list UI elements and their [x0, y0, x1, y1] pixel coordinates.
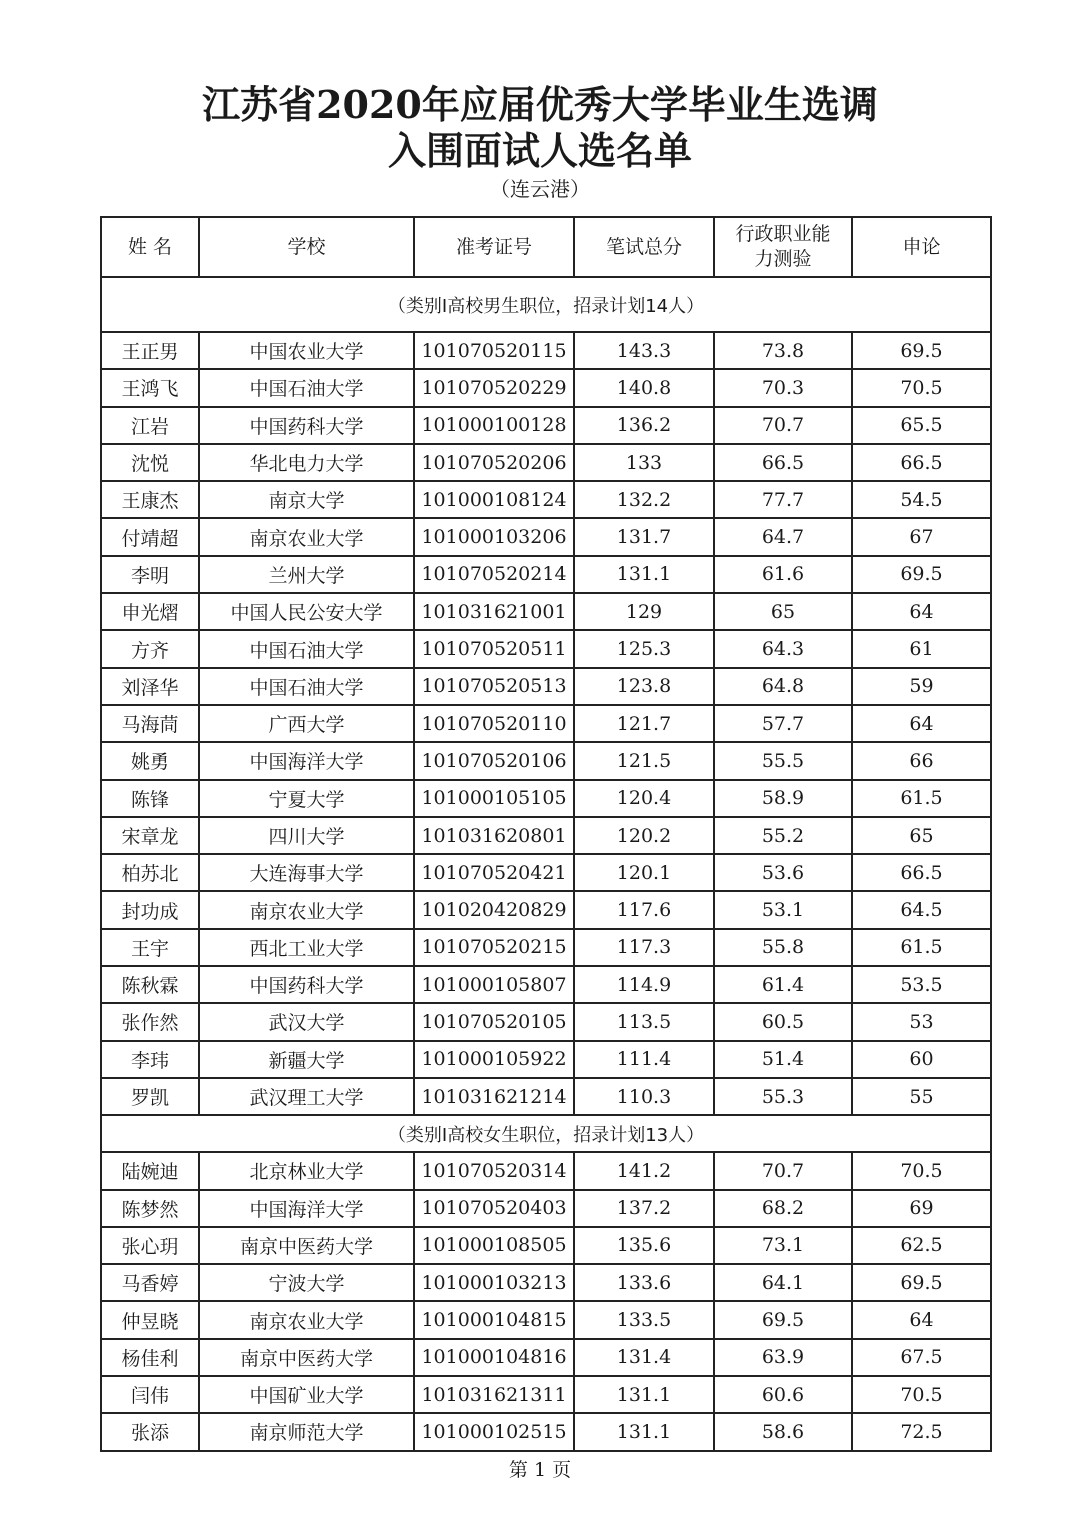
- table-row: [101, 1227, 991, 1264]
- cell-written-total: 113.5: [574, 1003, 714, 1040]
- cell-name: 申光熠: [101, 593, 199, 630]
- cell-school: 北京林业大学: [199, 1152, 414, 1189]
- table-row: [101, 556, 991, 593]
- cell-written-total: 133.6: [574, 1264, 714, 1301]
- cell-school: 华北电力大学: [199, 444, 414, 481]
- table-row: [101, 705, 991, 742]
- cell-written-total: 121.7: [574, 705, 714, 742]
- table-row: [101, 929, 991, 966]
- cell-aptitude-score: 69.5: [714, 1301, 852, 1338]
- cell-name: 柏苏北: [101, 854, 199, 891]
- cell-name: 罗凯: [101, 1078, 199, 1115]
- cell-aptitude-score: 64.1: [714, 1264, 852, 1301]
- cell-written-total: 141.2: [574, 1152, 714, 1189]
- cell-name: 杨佳利: [101, 1339, 199, 1376]
- cell-essay-score: 61.5: [852, 780, 991, 817]
- cell-aptitude-score: 55.8: [714, 929, 852, 966]
- cell-aptitude-score: 64.3: [714, 630, 852, 667]
- cell-aptitude-score: 68.2: [714, 1190, 852, 1227]
- cell-exam-number: 101070520421: [414, 854, 574, 891]
- cell-name: 封功成: [101, 891, 199, 928]
- cell-name: 仲昱晓: [101, 1301, 199, 1338]
- cell-name: 张添: [101, 1413, 199, 1450]
- cell-name: 张作然: [101, 1003, 199, 1040]
- cell-name: 马海茼: [101, 705, 199, 742]
- cell-aptitude-score: 60.5: [714, 1003, 852, 1040]
- cell-name: 王康杰: [101, 481, 199, 518]
- cell-name: 宋章龙: [101, 817, 199, 854]
- cell-essay-score: 67.5: [852, 1339, 991, 1376]
- cell-aptitude-score: 70.3: [714, 369, 852, 406]
- cell-name: 李明: [101, 556, 199, 593]
- cell-essay-score: 70.5: [852, 369, 991, 406]
- cell-written-total: 136.2: [574, 407, 714, 444]
- header-aptitude-test: 行政职业能力测验: [714, 217, 852, 277]
- cell-exam-number: 101000102515: [414, 1413, 574, 1450]
- cell-name: 江岩: [101, 407, 199, 444]
- cell-written-total: 120.1: [574, 854, 714, 891]
- cell-name: 王正男: [101, 332, 199, 369]
- cell-aptitude-score: 55.5: [714, 742, 852, 779]
- cell-school: 中国石油大学: [199, 630, 414, 667]
- cell-exam-number: 101070520214: [414, 556, 574, 593]
- cell-written-total: 140.8: [574, 369, 714, 406]
- cell-name: 陈秋霖: [101, 966, 199, 1003]
- cell-school: 中国海洋大学: [199, 742, 414, 779]
- cell-exam-number: 101070520106: [414, 742, 574, 779]
- cell-aptitude-score: 77.7: [714, 481, 852, 518]
- cell-exam-number: 101070520110: [414, 705, 574, 742]
- table-row: [101, 1376, 991, 1413]
- cell-exam-number: 101000100128: [414, 407, 574, 444]
- table-row: [101, 407, 991, 444]
- cell-name: 姚勇: [101, 742, 199, 779]
- cell-aptitude-score: 70.7: [714, 1152, 852, 1189]
- cell-written-total: 120.2: [574, 817, 714, 854]
- table-row: [101, 1264, 991, 1301]
- cell-written-total: 125.3: [574, 630, 714, 667]
- document-title-line2: 入围面试人选名单: [387, 128, 692, 173]
- cell-school: 大连海事大学: [199, 854, 414, 891]
- cell-school: 中国药科大学: [199, 966, 414, 1003]
- cell-school: 四川大学: [199, 817, 414, 854]
- cell-name: 付靖超: [101, 518, 199, 555]
- cell-school: 中国药科大学: [199, 407, 414, 444]
- cell-exam-number: 101000103206: [414, 518, 574, 555]
- cell-essay-score: 55: [852, 1078, 991, 1115]
- cell-name: 王宇: [101, 929, 199, 966]
- cell-aptitude-score: 64.8: [714, 668, 852, 705]
- cell-essay-score: 69.5: [852, 332, 991, 369]
- cell-essay-score: 72.5: [852, 1413, 991, 1450]
- cell-essay-score: 69: [852, 1190, 991, 1227]
- document-title-line1: 江苏省2020年应届优秀大学毕业生选调: [202, 82, 878, 127]
- section-heading: （类别Ⅰ高校女生职位，招录计划13人）: [101, 1115, 991, 1152]
- cell-essay-score: 65.5: [852, 407, 991, 444]
- table-row: [101, 369, 991, 406]
- cell-written-total: 131.1: [574, 556, 714, 593]
- cell-school: 武汉大学: [199, 1003, 414, 1040]
- cell-name: 刘泽华: [101, 668, 199, 705]
- section-heading-row: [101, 277, 991, 332]
- cell-aptitude-score: 58.6: [714, 1413, 852, 1450]
- cell-school: 南京中医药大学: [199, 1227, 414, 1264]
- cell-written-total: 143.3: [574, 332, 714, 369]
- cell-aptitude-score: 65: [714, 593, 852, 630]
- cell-aptitude-score: 53.6: [714, 854, 852, 891]
- cell-aptitude-score: 61.4: [714, 966, 852, 1003]
- cell-essay-score: 59: [852, 668, 991, 705]
- header-name: 姓 名: [101, 217, 199, 277]
- candidate-table: [100, 216, 992, 1452]
- cell-name: 方齐: [101, 630, 199, 667]
- table-row: [101, 593, 991, 630]
- table-row: [101, 1301, 991, 1338]
- cell-exam-number: 101070520513: [414, 668, 574, 705]
- cell-written-total: 117.3: [574, 929, 714, 966]
- cell-school: 南京大学: [199, 481, 414, 518]
- cell-exam-number: 101070520403: [414, 1190, 574, 1227]
- header-written-total: 笔试总分: [574, 217, 714, 277]
- cell-essay-score: 66.5: [852, 444, 991, 481]
- cell-exam-number: 101070520206: [414, 444, 574, 481]
- cell-name: 陈锋: [101, 780, 199, 817]
- header-exam-number: 准考证号: [414, 217, 574, 277]
- cell-written-total: 129: [574, 593, 714, 630]
- cell-aptitude-score: 70.7: [714, 407, 852, 444]
- cell-name: 王鸿飞: [101, 369, 199, 406]
- cell-essay-score: 53: [852, 1003, 991, 1040]
- cell-name: 闫伟: [101, 1376, 199, 1413]
- cell-written-total: 121.5: [574, 742, 714, 779]
- cell-exam-number: 101000108124: [414, 481, 574, 518]
- cell-exam-number: 101070520511: [414, 630, 574, 667]
- cell-exam-number: 101020420829: [414, 891, 574, 928]
- cell-aptitude-score: 58.9: [714, 780, 852, 817]
- cell-school: 南京中医药大学: [199, 1339, 414, 1376]
- cell-exam-number: 101070520314: [414, 1152, 574, 1189]
- cell-school: 广西大学: [199, 705, 414, 742]
- cell-written-total: 131.1: [574, 1376, 714, 1413]
- cell-school: 中国农业大学: [199, 332, 414, 369]
- cell-essay-score: 70.5: [852, 1152, 991, 1189]
- cell-aptitude-score: 66.5: [714, 444, 852, 481]
- cell-essay-score: 67: [852, 518, 991, 555]
- cell-school: 南京农业大学: [199, 1301, 414, 1338]
- cell-exam-number: 101031621214: [414, 1078, 574, 1115]
- cell-exam-number: 101000104815: [414, 1301, 574, 1338]
- cell-name: 马香婷: [101, 1264, 199, 1301]
- cell-exam-number: 101000105105: [414, 780, 574, 817]
- table-row: [101, 332, 991, 369]
- cell-written-total: 133.5: [574, 1301, 714, 1338]
- cell-essay-score: 69.5: [852, 1264, 991, 1301]
- table-row: [101, 1003, 991, 1040]
- cell-essay-score: 66.5: [852, 854, 991, 891]
- cell-aptitude-score: 64.7: [714, 518, 852, 555]
- cell-written-total: 117.6: [574, 891, 714, 928]
- cell-essay-score: 65: [852, 817, 991, 854]
- table-row: [101, 630, 991, 667]
- cell-exam-number: 101070520215: [414, 929, 574, 966]
- table-row: [101, 668, 991, 705]
- cell-written-total: 110.3: [574, 1078, 714, 1115]
- table-row: [101, 444, 991, 481]
- section-heading-row: [101, 1115, 991, 1152]
- cell-school: 新疆大学: [199, 1041, 414, 1078]
- cell-school: 宁波大学: [199, 1264, 414, 1301]
- cell-exam-number: 101000105922: [414, 1041, 574, 1078]
- cell-school: 西北工业大学: [199, 929, 414, 966]
- cell-aptitude-score: 51.4: [714, 1041, 852, 1078]
- cell-school: 南京师范大学: [199, 1413, 414, 1450]
- cell-exam-number: 101000104816: [414, 1339, 574, 1376]
- cell-school: 中国人民公安大学: [199, 593, 414, 630]
- cell-name: 陈梦然: [101, 1190, 199, 1227]
- table-row: [101, 817, 991, 854]
- cell-essay-score: 61.5: [852, 929, 991, 966]
- cell-essay-score: 64: [852, 705, 991, 742]
- cell-essay-score: 64: [852, 593, 991, 630]
- cell-aptitude-score: 55.3: [714, 1078, 852, 1115]
- cell-name: 张心玥: [101, 1227, 199, 1264]
- table-row: [101, 780, 991, 817]
- cell-aptitude-score: 55.2: [714, 817, 852, 854]
- cell-name: 李玮: [101, 1041, 199, 1078]
- header-essay: 申论: [852, 217, 991, 277]
- cell-school: 兰州大学: [199, 556, 414, 593]
- cell-aptitude-score: 60.6: [714, 1376, 852, 1413]
- cell-written-total: 132.2: [574, 481, 714, 518]
- cell-exam-number: 101031621001: [414, 593, 574, 630]
- cell-exam-number: 101000108505: [414, 1227, 574, 1264]
- table-row: [101, 966, 991, 1003]
- cell-aptitude-score: 53.1: [714, 891, 852, 928]
- page-number: 第 1 页: [508, 1459, 572, 1481]
- cell-written-total: 114.9: [574, 966, 714, 1003]
- cell-essay-score: 60: [852, 1041, 991, 1078]
- cell-essay-score: 64: [852, 1301, 991, 1338]
- cell-aptitude-score: 57.7: [714, 705, 852, 742]
- table-row: [101, 891, 991, 928]
- cell-written-total: 131.7: [574, 518, 714, 555]
- cell-essay-score: 70.5: [852, 1376, 991, 1413]
- cell-aptitude-score: 73.8: [714, 332, 852, 369]
- cell-essay-score: 69.5: [852, 556, 991, 593]
- table-row: [101, 1413, 991, 1450]
- cell-school: 武汉理工大学: [199, 1078, 414, 1115]
- cell-essay-score: 54.5: [852, 481, 991, 518]
- header-school: 学校: [199, 217, 414, 277]
- cell-written-total: 111.4: [574, 1041, 714, 1078]
- cell-aptitude-score: 63.9: [714, 1339, 852, 1376]
- cell-school: 中国矿业大学: [199, 1376, 414, 1413]
- table-row: [101, 742, 991, 779]
- cell-school: 中国石油大学: [199, 369, 414, 406]
- cell-exam-number: 101070520105: [414, 1003, 574, 1040]
- table-row: [101, 1078, 991, 1115]
- cell-written-total: 131.1: [574, 1413, 714, 1450]
- cell-name: 沈悦: [101, 444, 199, 481]
- cell-school: 宁夏大学: [199, 780, 414, 817]
- document-subtitle: （连云港）: [490, 177, 590, 201]
- cell-school: 中国海洋大学: [199, 1190, 414, 1227]
- cell-exam-number: 101031621311: [414, 1376, 574, 1413]
- cell-aptitude-score: 61.6: [714, 556, 852, 593]
- cell-essay-score: 66: [852, 742, 991, 779]
- cell-school: 南京农业大学: [199, 891, 414, 928]
- cell-exam-number: 101000103213: [414, 1264, 574, 1301]
- cell-school: 南京农业大学: [199, 518, 414, 555]
- cell-written-total: 133: [574, 444, 714, 481]
- cell-exam-number: 101031620801: [414, 817, 574, 854]
- cell-written-total: 120.4: [574, 780, 714, 817]
- table-header-row: [101, 217, 991, 277]
- cell-essay-score: 64.5: [852, 891, 991, 928]
- cell-essay-score: 61: [852, 630, 991, 667]
- cell-exam-number: 101000105807: [414, 966, 574, 1003]
- cell-exam-number: 101070520229: [414, 369, 574, 406]
- table-row: [101, 854, 991, 891]
- table-row: [101, 481, 991, 518]
- table-row: [101, 1152, 991, 1189]
- cell-essay-score: 53.5: [852, 966, 991, 1003]
- cell-written-total: 137.2: [574, 1190, 714, 1227]
- cell-written-total: 131.4: [574, 1339, 714, 1376]
- table-row: [101, 1041, 991, 1078]
- cell-written-total: 135.6: [574, 1227, 714, 1264]
- cell-exam-number: 101070520115: [414, 332, 574, 369]
- table-row: [101, 518, 991, 555]
- cell-essay-score: 62.5: [852, 1227, 991, 1264]
- cell-aptitude-score: 73.1: [714, 1227, 852, 1264]
- cell-school: 中国石油大学: [199, 668, 414, 705]
- cell-name: 陆婉迪: [101, 1152, 199, 1189]
- table-row: [101, 1339, 991, 1376]
- cell-written-total: 123.8: [574, 668, 714, 705]
- table-row: [101, 1190, 991, 1227]
- section-heading: （类别Ⅰ高校男生职位，招录计划14人）: [101, 277, 991, 332]
